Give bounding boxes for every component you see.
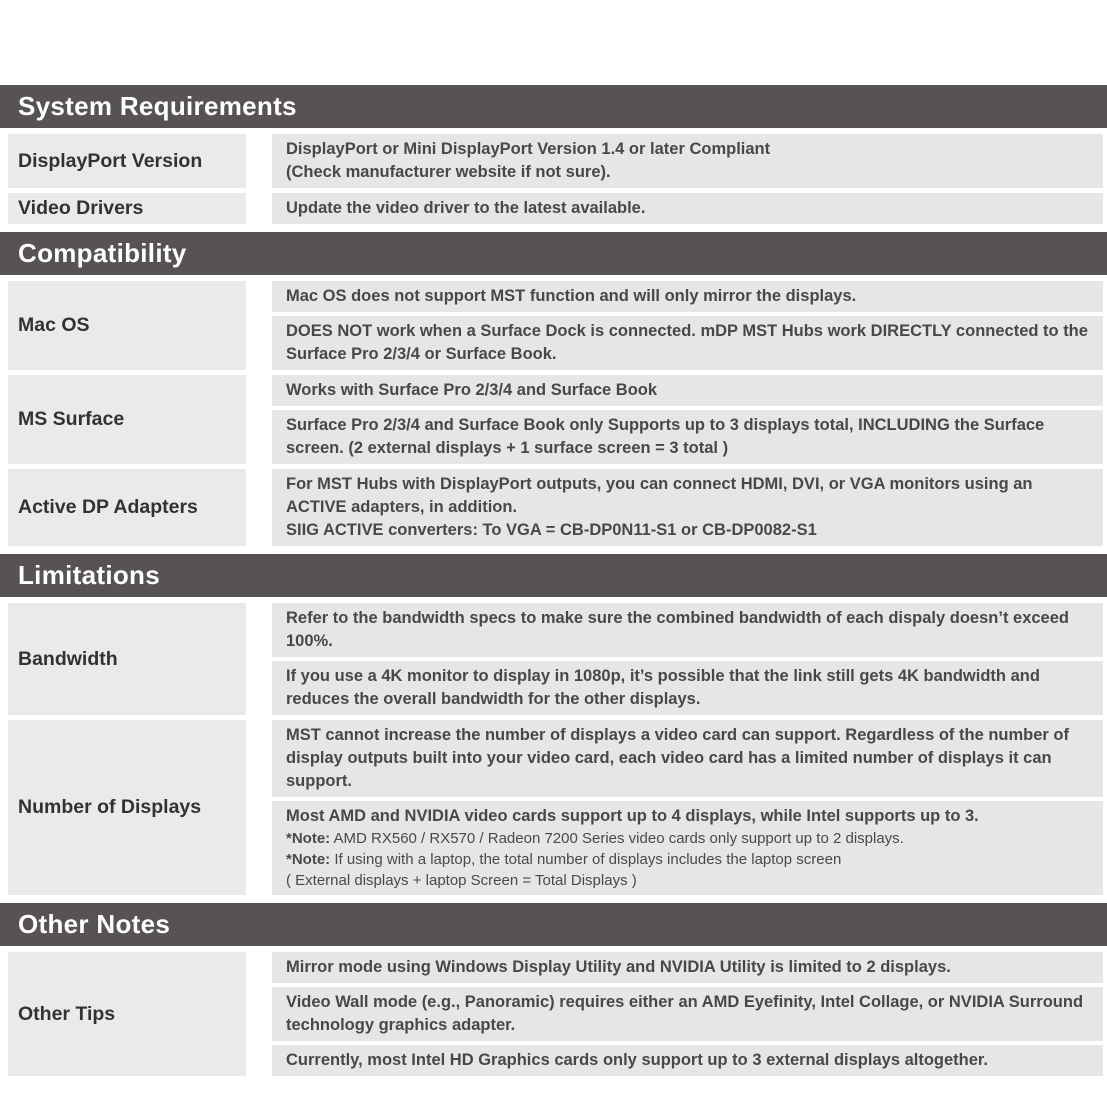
cell-text: Mac OS does not support MST function and will only mirror the displays.: [286, 287, 857, 305]
content-cell: [272, 410, 1103, 464]
content-cell: [272, 316, 1103, 370]
content-cell: [272, 987, 1103, 1041]
note-prefix: *Note:: [286, 830, 331, 847]
cell-text: SIIG ACTIVE converters: To VGA = CB-DP0N11-S1 or CB-DP0082-S1: [286, 521, 817, 539]
row-label: Bandwidth: [8, 603, 246, 715]
row-label: Active DP Adapters: [8, 469, 246, 546]
content-cell: [272, 801, 1103, 895]
section-limitations: [0, 554, 1107, 895]
content-cell: [272, 1045, 1103, 1076]
table-row-ms-surface: [8, 375, 1103, 464]
content-cell: [272, 193, 1103, 224]
note-text: If using with a laptop, the total number of displays includes the laptop screen: [330, 851, 842, 868]
section-title: System Requirements: [18, 91, 297, 121]
table-row-other-tips: [8, 952, 1103, 1076]
cell-text: Update the video driver to the latest available.: [286, 199, 646, 217]
row-content: [272, 281, 1103, 370]
content-cell: [272, 469, 1103, 546]
row-label: Number of Displays: [8, 720, 246, 895]
content-cell: [272, 603, 1103, 657]
cell-text: If you use a 4K monitor to display in 1080p, it’s possible that the link still gets 4K bandwidth and reduces the overall bandwidth for the other displays.: [286, 667, 1040, 708]
row-content: [272, 375, 1103, 464]
cell-text: Works with Surface Pro 2/3/4 and Surface Book: [286, 381, 658, 399]
table-row-number-of-displays: [8, 720, 1103, 895]
table-row-active-dp-adapters: [8, 469, 1103, 546]
note-line: [286, 828, 1089, 849]
note-text: AMD RX560 / RX570 / Radeon 7200 Series video cards only support up to 2 displays.: [330, 830, 904, 847]
content-cell: [272, 375, 1103, 406]
note-line: ( External displays + laptop Screen = Total Displays ): [286, 872, 637, 889]
section-header: [0, 232, 1107, 275]
cell-text: Surface Pro 2/3/4 and Surface Book only Supports up to 3 displays total, INCLUDING the Surface screen. (2 external displays + 1 surface screen = 3 total ): [286, 416, 1045, 457]
content-cell: [272, 281, 1103, 312]
cell-text: Currently, most Intel HD Graphics cards only support up to 3 external displays altogether.: [286, 1051, 989, 1069]
content-cell: [272, 134, 1103, 188]
cell-text: Most AMD and NVIDIA video cards support up to 4 displays, while Intel supports up to 3.: [286, 807, 979, 825]
row-label: Other Tips: [8, 952, 246, 1076]
content-cell: [272, 720, 1103, 797]
row-content: [272, 134, 1103, 188]
cell-text: DOES NOT work when a Surface Dock is connected. mDP MST Hubs work DIRECTLY connected to the Surface Pro 2/3/4 or Surface Book.: [286, 322, 1088, 363]
cell-text: Refer to the bandwidth specs to make sure the combined bandwidth of each dispaly doesn’t exceed 100%.: [286, 609, 1069, 650]
content-cell: [272, 661, 1103, 715]
section-compatibility: [0, 232, 1107, 546]
row-content: [272, 952, 1103, 1076]
row-label: MS Surface: [8, 375, 246, 464]
table-row-displayport-version: [8, 134, 1103, 188]
section-other-notes: [0, 903, 1107, 1076]
cell-text: Video Wall mode (e.g., Panoramic) requires either an AMD Eyefinity, Intel Collage, or NVIDIA Surround technology graphics adapter.: [286, 993, 1084, 1034]
note-line: [286, 849, 1089, 870]
cell-text: MST cannot increase the number of displays a video card can support. Regardless of the number of display outputs built into your video card, each video card has a limited number of displays it can support.: [286, 726, 1070, 790]
row-label: DisplayPort Version: [8, 134, 246, 188]
section-header: [0, 554, 1107, 597]
note-prefix: *Note:: [286, 851, 331, 868]
row-content: [272, 720, 1103, 895]
content-cell: [272, 952, 1103, 983]
cell-text: Mirror mode using Windows Display Utility and NVIDIA Utility is limited to 2 displays.: [286, 958, 951, 976]
table-row-mac-os: [8, 281, 1103, 370]
section-title: Limitations: [18, 560, 160, 590]
table-row-bandwidth: [8, 603, 1103, 715]
section-system-requirements: [0, 85, 1107, 224]
section-title: Compatibility: [18, 238, 187, 268]
section-title: Other Notes: [18, 909, 171, 939]
cell-text: For MST Hubs with DisplayPort outputs, you can connect HDMI, DVI, or VGA monitors using an ACTIVE adapters, in addition.: [286, 475, 1033, 516]
table-row-video-drivers: [8, 193, 1103, 224]
section-header: [0, 85, 1107, 128]
row-label: Mac OS: [8, 281, 246, 370]
row-content: [272, 469, 1103, 546]
cell-text: (Check manufacturer website if not sure).: [286, 163, 611, 181]
row-label: Video Drivers: [8, 193, 246, 224]
row-content: [272, 603, 1103, 715]
cell-text: DisplayPort or Mini DisplayPort Version 1.4 or later Compliant: [286, 140, 771, 158]
row-content: [272, 193, 1103, 224]
section-header: [0, 903, 1107, 946]
